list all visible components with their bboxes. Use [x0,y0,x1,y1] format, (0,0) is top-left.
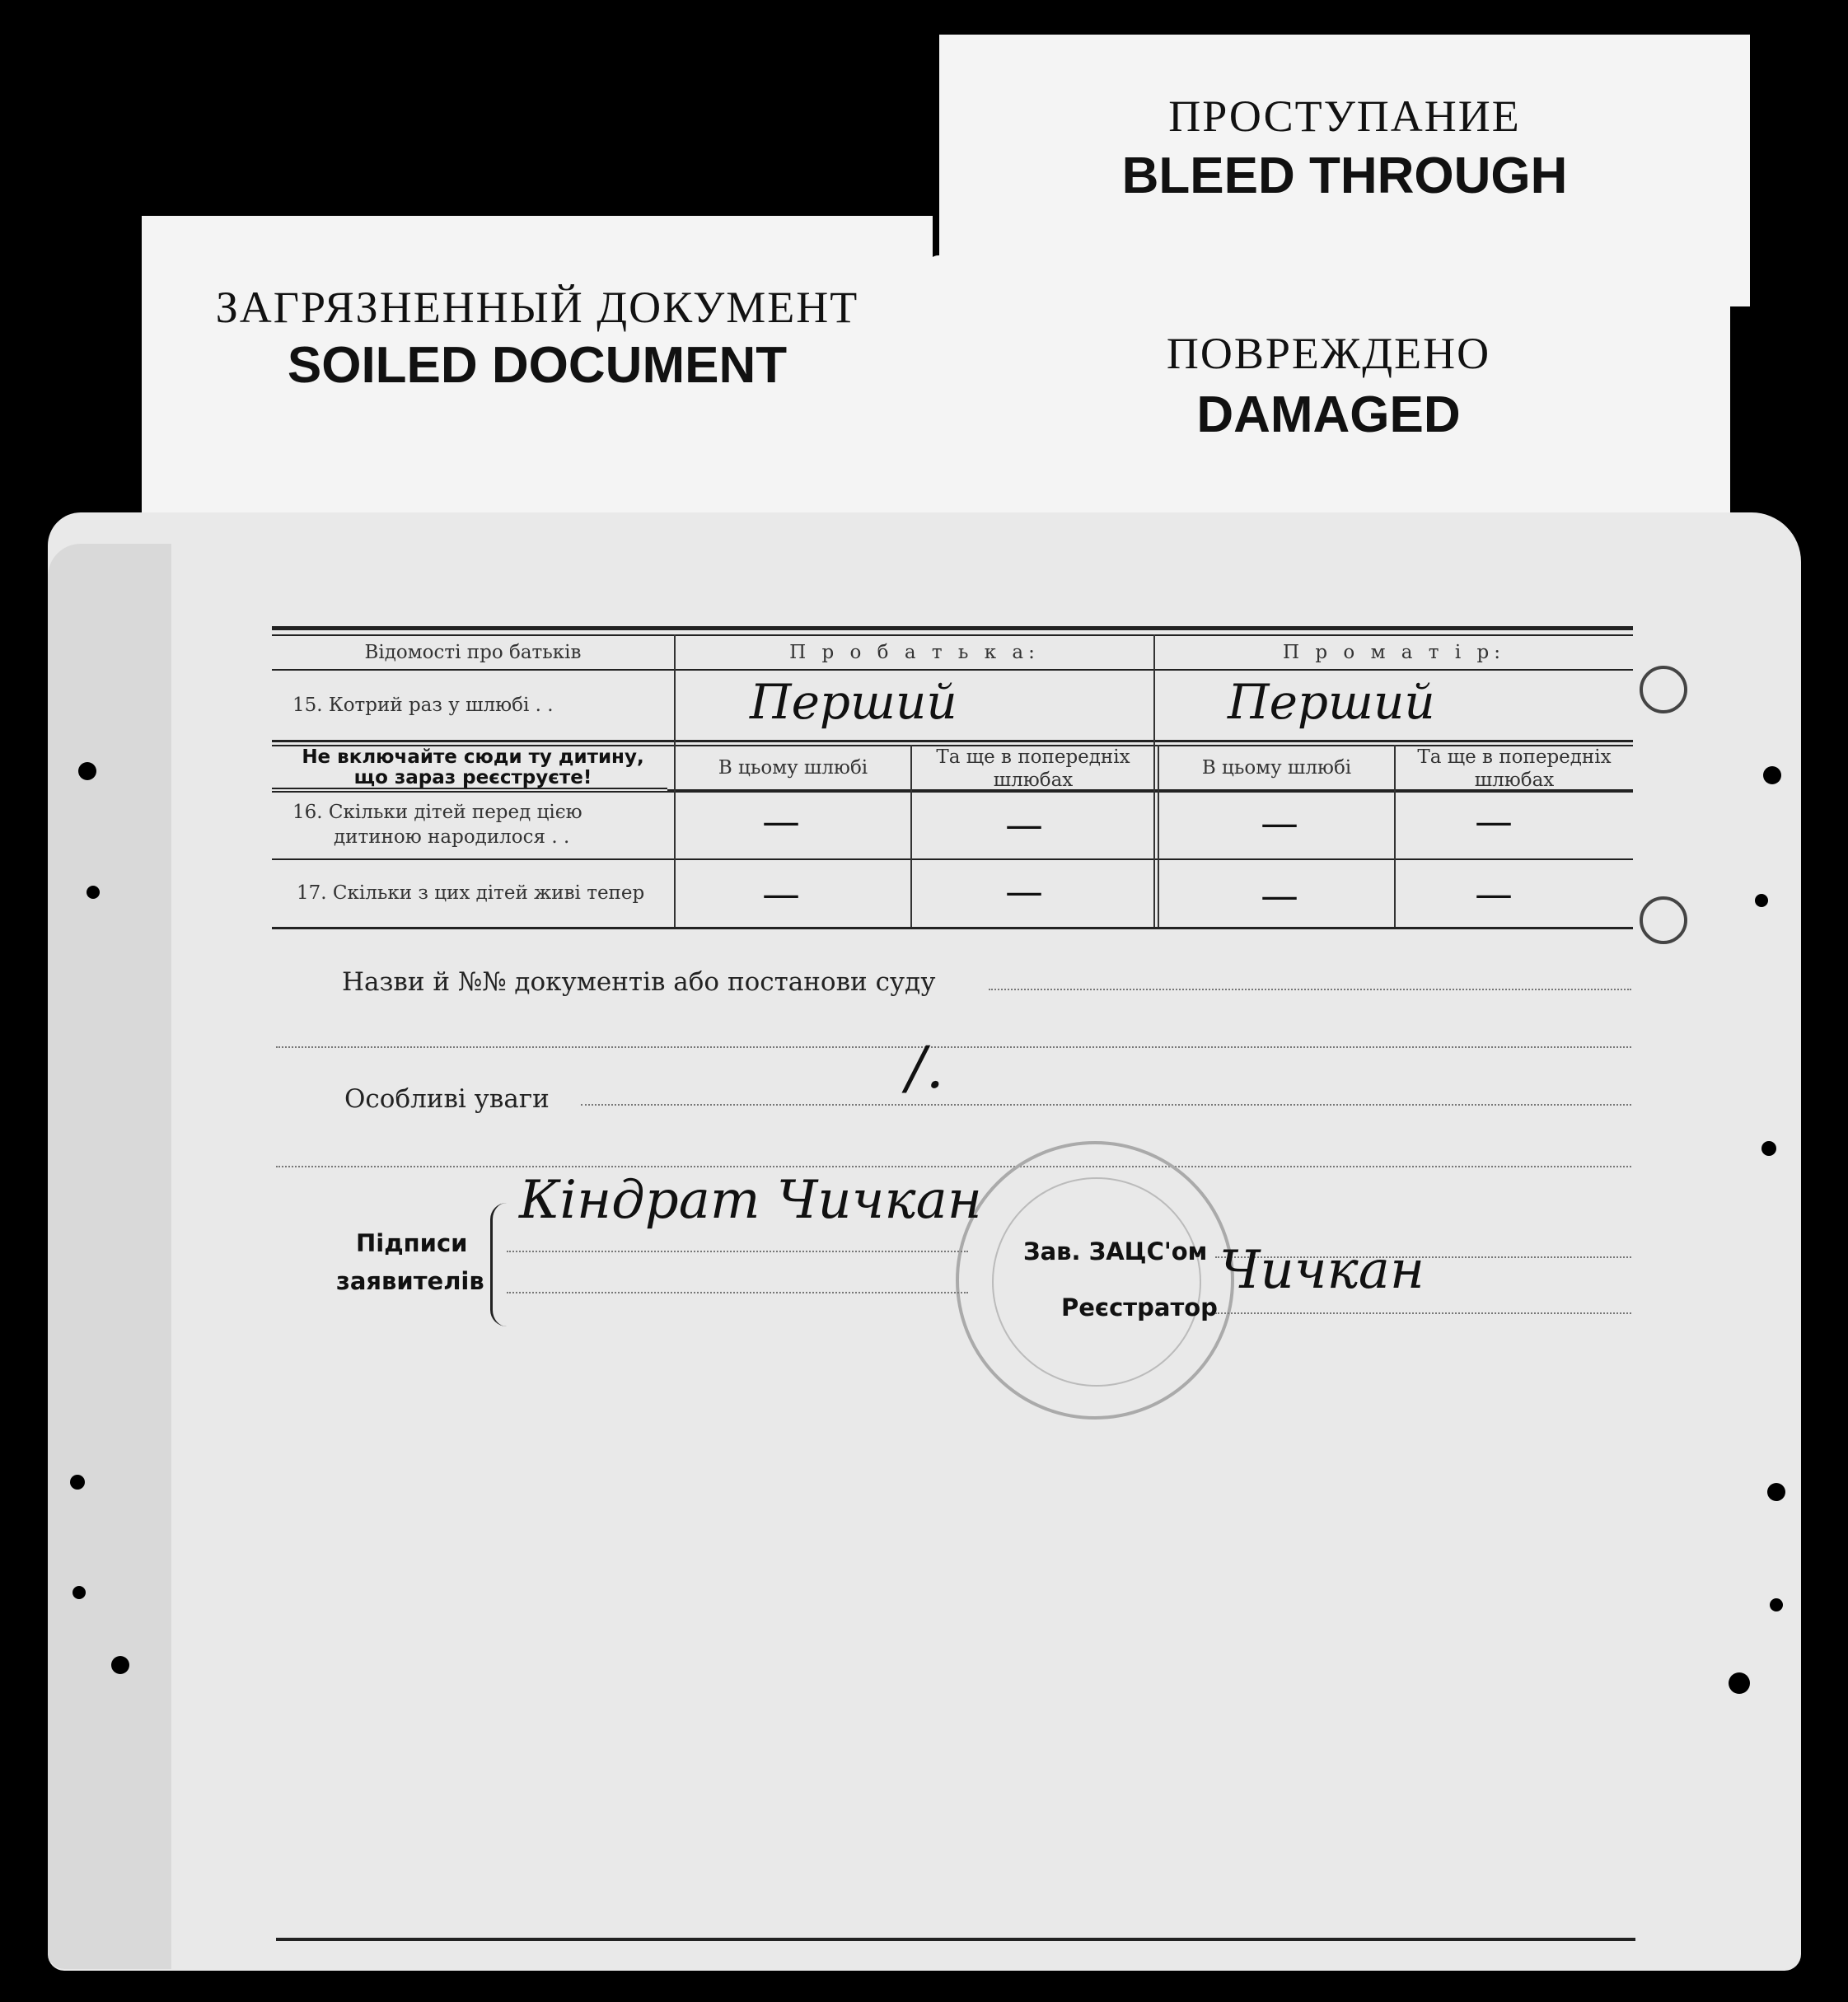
documents-line [989,989,1631,990]
applicant-signature-line [507,1251,968,1252]
remarks-line-2 [276,1166,1631,1167]
punch-hole [1729,1672,1750,1694]
row16-father-prev: — [1005,802,1043,847]
header-father: П р о б а т ь к а: [789,642,1040,663]
applicants-signature-label-line1: Підписи [356,1229,468,1257]
punch-hole [78,762,96,780]
documents-line-2 [276,1046,1631,1048]
punch-hole [111,1656,129,1674]
reinforcement-ring [1640,896,1687,944]
document-folded-edge [48,544,171,1969]
documents-label: Назви й №№ документів або постанови суду [342,967,936,997]
mother-previous-marriages-header: Та ще в попередніх шлюбах [1417,746,1612,791]
row17-label: 17. Скільки з цих дітей живі тепер [297,882,645,904]
bleed-through-en: BLEED THROUGH [1121,147,1568,204]
applicant-signature: Кіндрат Чичкан [519,1170,982,1231]
row16-label-line1: 16. Скільки дітей перед цією [292,802,582,823]
soiled-document-en: SOILED DOCUMENT [287,337,788,394]
damaged-en: DAMAGED [1196,386,1461,443]
header-parents-info: Відомості про батьків [364,642,582,663]
row17-father-this: — [762,872,800,916]
punch-hole [1755,894,1768,907]
applicant-signature-line-2 [507,1292,968,1293]
registry-office-stamp [956,1141,1234,1420]
head-of-registry-label: Зав. ЗАЦС'ом [1023,1237,1208,1265]
remarks-value: /. [906,1034,944,1102]
row16-mother-this: — [1261,801,1298,845]
punch-hole [1770,1598,1783,1611]
punch-hole [73,1586,86,1599]
note-exclude-line2: що зараз реєструєте! [353,767,592,788]
punch-hole [70,1475,85,1490]
mother-this-marriage-header: В цьому шлюбі [1201,757,1352,779]
damaged-label [927,255,1730,527]
punch-hole [1763,766,1781,784]
punch-hole [1767,1483,1785,1501]
soiled-document-ru: ЗАГРЯЗНЕННЫЙ ДОКУМЕНТ [215,283,859,332]
row16-mother-prev: — [1475,799,1513,844]
applicants-signature-label-line2: заявителів [336,1267,484,1295]
punch-hole [1761,1141,1776,1156]
father-this-marriage-header: В цьому шлюбі [718,757,868,779]
registrar-label: Реєстратор [1061,1293,1218,1321]
parents-info-table [272,626,1633,931]
row17-father-prev: — [1005,869,1043,914]
remarks-line [581,1104,1631,1106]
note-exclude-line1: Не включайте сюди ту дитину, [302,746,644,768]
row15-label: 15. Котрий раз у шлюбі . . [292,695,554,716]
row17-mother-this: — [1261,873,1298,918]
row16-father-this: — [762,799,800,844]
damaged-ru: ПОВРЕЖДЕНО [1166,329,1491,378]
registrar-signature-line [1215,1312,1631,1314]
applicants-brace [490,1203,508,1326]
father-previous-marriages-header: Та ще в попередніх шлюбах [936,746,1130,791]
reinforcement-ring [1640,666,1687,713]
row16-label-line2: дитиною народилося . . [334,826,570,848]
soiled-document-label [142,216,933,521]
registrar-signature: Чичкан [1219,1240,1425,1301]
header-mother: П р о м а т і р: [1283,642,1505,663]
bleed-through-ru: ПРОСТУПАНИЕ [1168,91,1521,141]
punch-hole [87,886,100,899]
bottom-rule [276,1938,1635,1941]
row15-father-value: Перший [750,674,957,730]
remarks-label: Особливі уваги [344,1084,550,1114]
row15-mother-value: Перший [1228,674,1435,730]
row17-mother-prev: — [1475,872,1513,916]
